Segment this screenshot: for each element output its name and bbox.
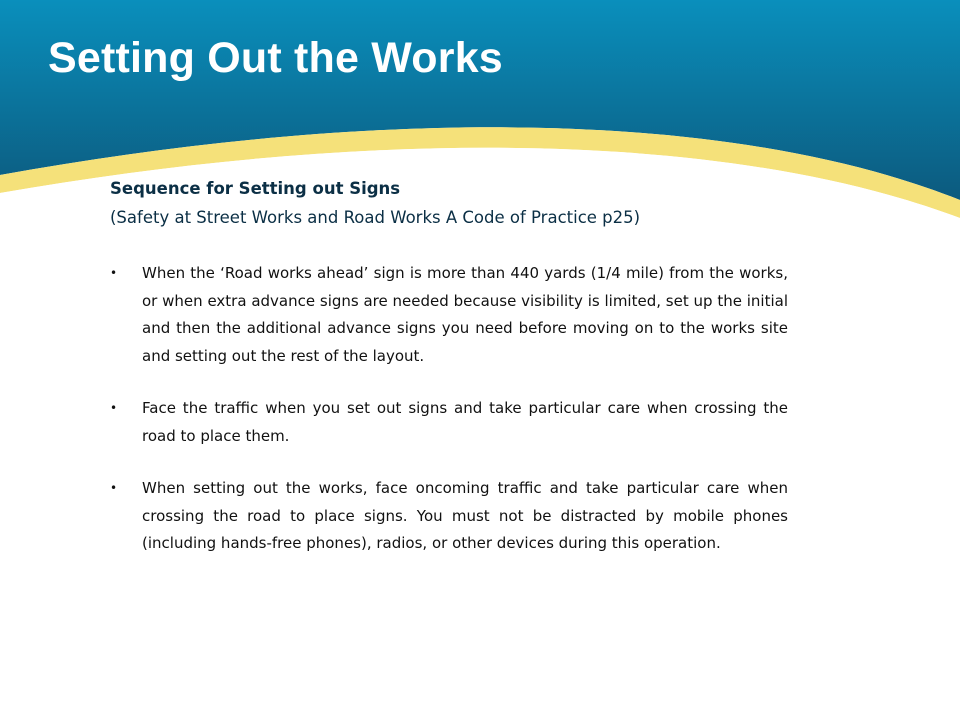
bullet-text: When the ‘Road works ahead’ sign is more than 440 yards (1/4 mile) from the works, or when extra advance signs are needed because visibility is limited, set up the initial and then the additional advance signs you need before moving on to the works site and setting out the rest of the layout. [142,264,788,365]
bullet-item [110,475,788,558]
bullet-icon: • [110,266,118,280]
bullet-text: Face the traffic when you set out signs and take particular care when crossing the road to place them. [142,399,788,445]
bullet-text: When setting out the works, face oncoming traffic and take particular care when crossing the road to place signs. You must not be distracted by mobile phones (including hands-free phones), radios, or other devices during this operation. [142,479,788,552]
bullet-list [110,260,788,558]
bullet-icon: • [110,401,118,415]
section-heading: Sequence for Setting out Signs [110,179,401,198]
bullet-item [110,260,788,370]
source-reference: (Safety at Street Works and Road Works A Code of Practice p25) [110,208,641,227]
bullet-icon: • [110,481,118,495]
slide-title: Setting Out the Works [48,34,503,82]
bullet-item [110,395,788,450]
slide-content [110,174,788,583]
